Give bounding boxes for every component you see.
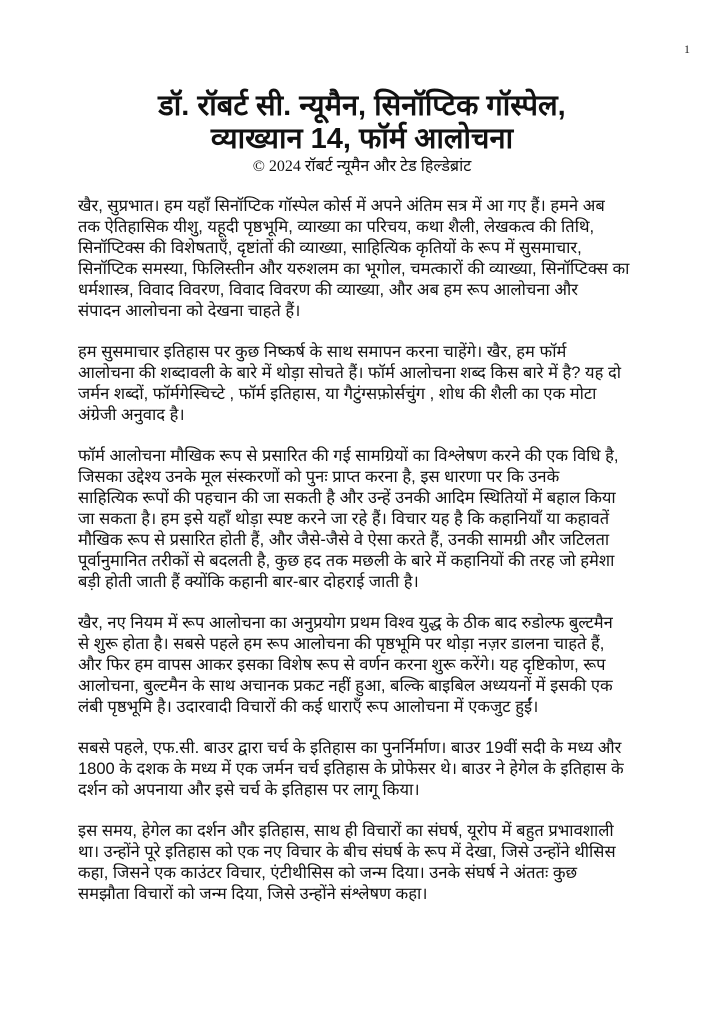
title-line-1: डॉ. रॉबर्ट सी. न्यूमैन, सिनॉप्टिक गॉस्पेल, [158, 90, 566, 122]
text-line: फॉर्म आलोचना मौखिक रूप से प्रसारित की गई सामग्रियों का विश्लेषण करने की एक विधि है, [78, 447, 619, 465]
paragraph-6 [78, 821, 668, 905]
text-line: जिसका उद्देश्य उनके मूल संस्करणों को पुनः प्राप्त करना है, इस धारणा पर कि उनके [78, 468, 560, 486]
document-title [0, 90, 724, 156]
text-line: सबसे पहले, एफ.सी. बाउर द्वारा चर्च के इतिहास का पुनर्निर्माण। बाउर 19वीं सदी के मध्य और [78, 739, 622, 757]
text-line: आलोचना की शब्दावली के बारे में थोड़ा सोचते हैं। फॉर्म आलोचना शब्द किस बारे में है? यह दो [78, 364, 622, 382]
text-line: हम सुसमाचार इतिहास पर कुछ निष्कर्ष के साथ समापन करना चाहेंगे। खैर, हम फॉर्म [78, 343, 567, 361]
text-line: कहा, जिसने एक काउंटर विचार, एंटीथीसिस को जन्म दिया। उनके संघर्ष ने अंततः कुछ [78, 864, 578, 882]
text-line: इस समय, हेगेल का दर्शन और इतिहास, साथ ही विचारों का संघर्ष, यूरोप में बहुत प्रभावशाली [78, 822, 614, 840]
document-body [78, 196, 668, 925]
text-line: संपादन आलोचना को देखना चाहते हैं। [78, 302, 301, 320]
copyright-line: © 2024 रॉबर्ट न्यूमैन और टेड हिल्डेब्रांट [252, 158, 472, 175]
paragraph-3 [78, 446, 668, 593]
text-line: अंग्रेजी अनुवाद है। [78, 406, 185, 424]
page-number: 1 [684, 42, 690, 56]
text-line: खैर, सुप्रभात। हम यहाँ सिनॉप्टिक गॉस्पेल कोर्स में अपने अंतिम सत्र में आ गए हैं। हमने अब [78, 197, 605, 215]
paragraph-5 [78, 738, 668, 801]
title-line-2: व्याख्यान 14, फॉर्म आलोचना [210, 123, 514, 155]
text-line: सिनॉप्टिक्स की विशेषताएँ, दृष्टांतों की व्याख्या, साहित्यिक कृतियों के रूप में सुसमाचार, [78, 239, 582, 257]
text-line: दर्शन को अपनाया और इसे चर्च के इतिहास पर लागू किया। [78, 781, 420, 799]
text-line: आलोचना, बुल्टमैन के साथ अचानक प्रकट नहीं हुआ, बल्कि बाइबिल अध्ययनों में इसकी एक [78, 677, 613, 695]
text-line: धर्मशास्त्र, विवाद विवरण, विवाद विवरण की व्याख्या, और अब हम रूप आलोचना और [78, 281, 578, 299]
text-line: तक ऐतिहासिक यीशु, यहूदी पृष्ठभूमि, व्याख्या का परिचय, कथा शैली, लेखकत्व की तिथि, [78, 218, 595, 236]
text-line: सिनॉप्टिक समस्या, फिलिस्तीन और यरुशलम का भूगोल, चमत्कारों की व्याख्या, सिनॉप्टिक्स का [78, 260, 630, 278]
text-line: से शुरू होता है। सबसे पहले हम रूप आलोचना की पृष्ठभूमि पर थोड़ा नज़र डालना चाहते हैं, [78, 635, 605, 653]
text-line: लंबी पृष्ठभूमि है। उदारवादी विचारों की कई धाराएँ रूप आलोचना में एकजुट हुईं। [78, 698, 539, 716]
text-line: पूर्वानुमानित तरीकों से बदलती है, कुछ हद तक मछली के बारे में कहानियों की तरह जो हमेशा [78, 552, 615, 570]
text-line: जर्मन शब्दों, फॉर्मगेस्चिच्टे , फॉर्म इतिहास, या गैटुंग्सफ़ोर्सचुंग , शोध की शैली का एक मोटा [78, 385, 597, 403]
text-line: और फिर हम वापस आकर इसका विशेष रूप से वर्णन करना शुरू करेंगे। यह दृष्टिकोण, रूप [78, 656, 606, 674]
text-line: साहित्यिक रूपों की पहचान की जा सकती है और उन्हें उनकी आदिम स्थितियों में बहाल किया [78, 489, 616, 507]
paragraph-1 [78, 196, 668, 322]
text-line: 1800 के दशक के मध्य में एक जर्मन चर्च इतिहास के प्रोफेसर थे। बाउर ने हेगेल के इतिहास के [78, 760, 624, 778]
text-line: खैर, नए नियम में रूप आलोचना का अनुप्रयोग प्रथम विश्व युद्ध के ठीक बाद रुडोल्फ बुल्टमैन [78, 614, 613, 632]
text-line: मौखिक रूप से प्रसारित होती हैं, और जैसे-जैसे वे ऐसा करते हैं, उनकी सामग्री और जटिलता [78, 531, 610, 549]
text-line: बड़ी होती जाती हैं क्योंकि कहानी बार-बार दोहराई जाती है। [78, 573, 419, 591]
paragraph-2 [78, 342, 668, 426]
text-line: था। उन्होंने पूरे इतिहास को एक नए विचार के बीच संघर्ष के रूप में देखा, जिसे उन्होंने थीसिस [78, 843, 616, 861]
text-line: जा सकता है। हम इसे यहाँ थोड़ा स्पष्ट करने जा रहे हैं। विचार यह है कि कहानियाँ या कहावतें [78, 510, 610, 528]
paragraph-4 [78, 613, 668, 718]
text-line: समझौता विचारों को जन्म दिया, जिसे उन्होंने संश्लेषण कहा। [78, 885, 428, 903]
